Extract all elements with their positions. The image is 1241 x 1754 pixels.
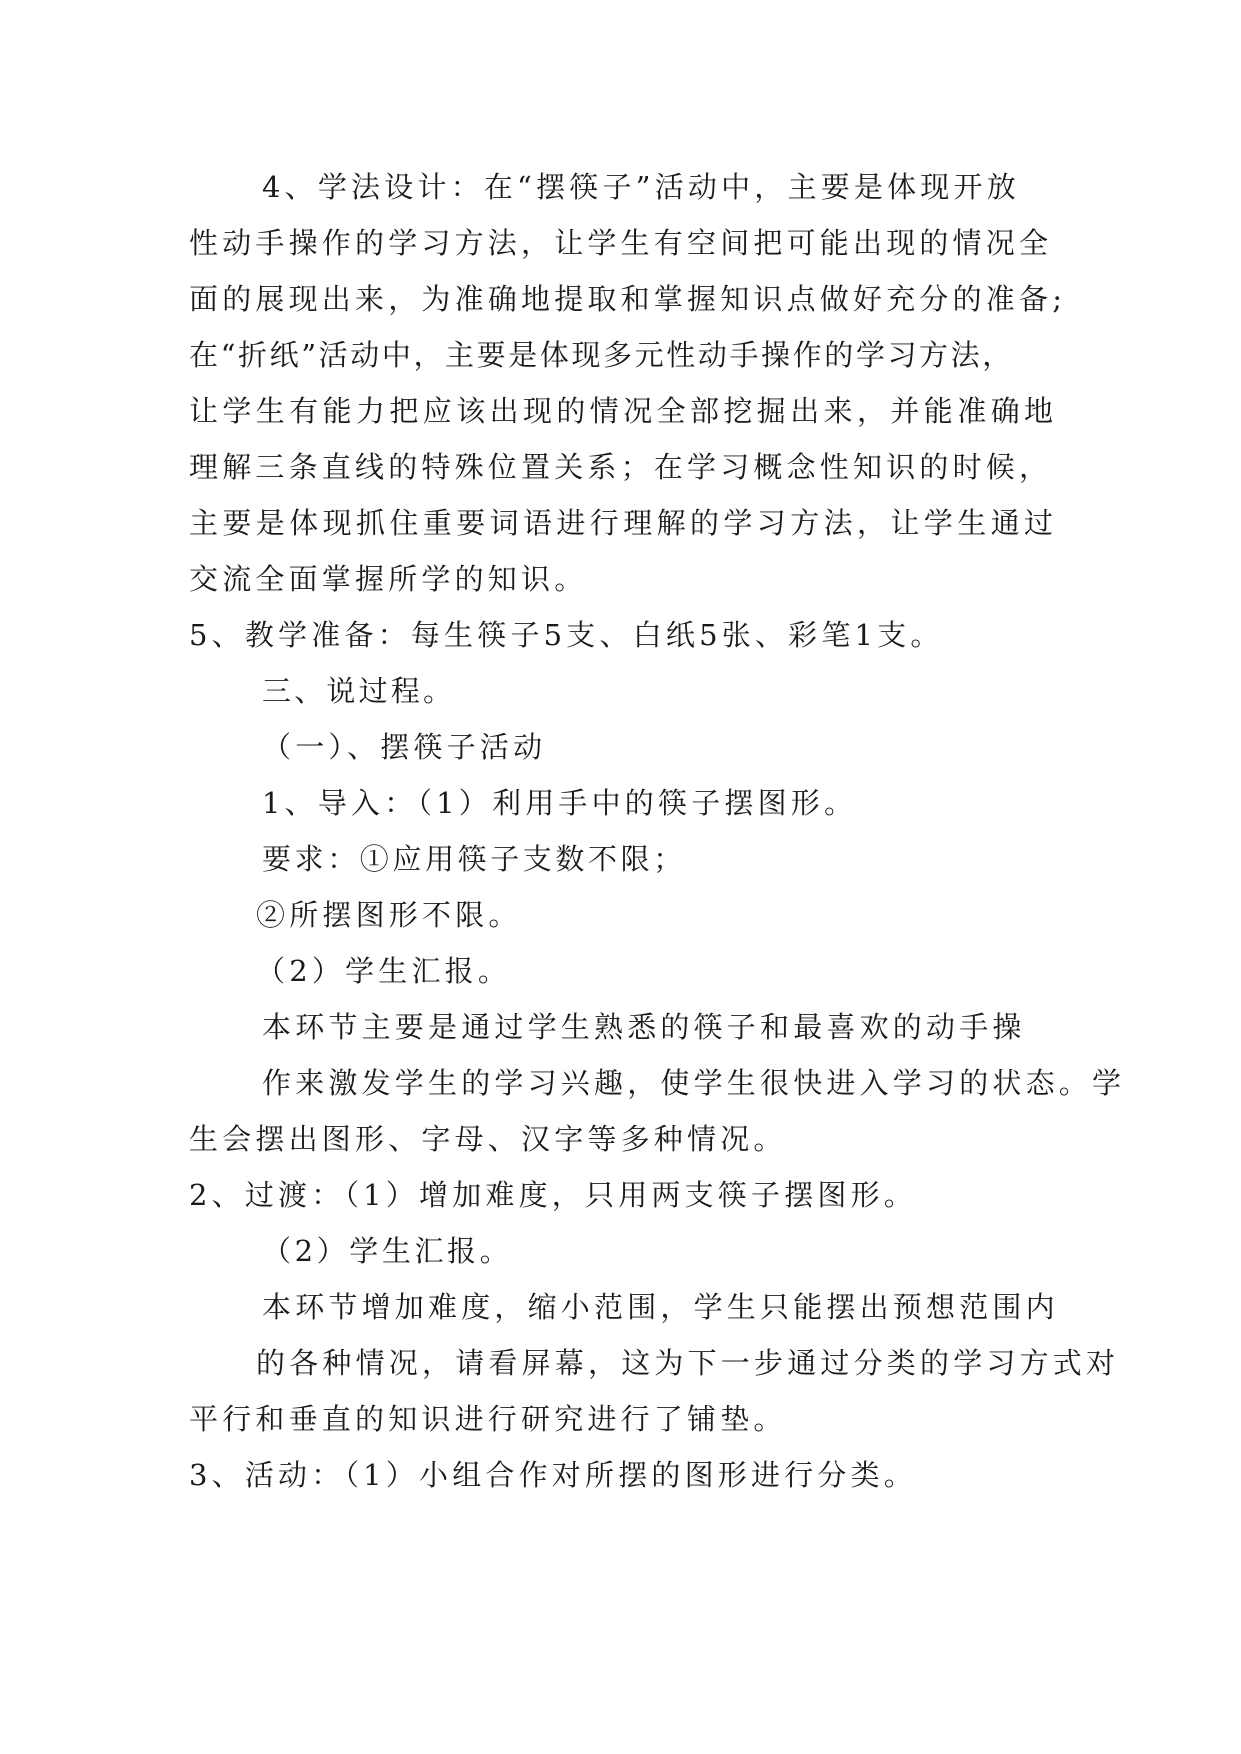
paragraph-study-method-line-8: 交流全面掌握所学的知识。 (189, 562, 588, 596)
step-transition-line: 2、过渡：（1）增加难度，只用两支筷子摆图形。 (189, 1178, 918, 1212)
paragraph-study-method-line-2: 性动手操作的学习方法，让学生有空间把可能出现的情况全 (189, 226, 1053, 260)
paragraph-study-method-line-1: 4、学法设计：在“摆筷子”活动中，主要是体现开放 (262, 170, 1020, 204)
step-introduction-line: 1、导入：（1）利用手中的筷子摆图形。 (262, 786, 858, 820)
paragraph-study-method-line-6: 理解三条直线的特殊位置关系；在学习概念性知识的时候， (189, 450, 1053, 484)
paragraph-intro-line-2: 作来激发学生的学习兴趣，使学生很快进入学习的状态。学 (262, 1066, 1126, 1100)
paragraph-transition-line-2: 的各种情况，请看屏幕，这为下一步通过分类的学习方式对 (256, 1346, 1120, 1380)
requirement-line-2: ②所摆图形不限。 (256, 898, 522, 932)
requirement-line-1: 要求：①应用筷子支数不限； (262, 842, 686, 876)
paragraph-study-method-line-7: 主要是体现抓住重要词语进行理解的学习方法，让学生通过 (189, 506, 1058, 540)
paragraph-study-method-line-5: 让学生有能力把应该出现的情况全部挖掘出来，并能准确地 (189, 394, 1058, 428)
paragraph-transition-line-1: 本环节增加难度，缩小范围，学生只能摆出预想范围内 (262, 1290, 1059, 1324)
student-report-line-2: （2）学生汇报。 (262, 1234, 513, 1268)
subsection-heading-chopsticks: （一）、摆筷子活动 (262, 730, 547, 764)
section-heading-process: 三、说过程。 (262, 674, 456, 708)
paragraph-intro-line-1: 本环节主要是通过学生熟悉的筷子和最喜欢的动手操 (262, 1010, 1026, 1044)
paragraph-study-method-line-3: 面的展现出来，为准确地提取和掌握知识点做好充分的准备; (189, 282, 1067, 316)
teaching-preparation-line: 5、教学准备：每生筷子5支、白纸5张、彩笔1支。 (189, 618, 944, 652)
step-activity-line: 3、活动：（1）小组合作对所摆的图形进行分类。 (189, 1458, 918, 1492)
paragraph-intro-line-3: 生会摆出图形、字母、汉字等多种情况。 (189, 1122, 787, 1156)
student-report-line-1: （2）学生汇报。 (256, 954, 512, 988)
paragraph-transition-line-3: 平行和垂直的知识进行研究进行了铺垫。 (189, 1402, 787, 1436)
paragraph-study-method-line-4: 在“折纸”活动中，主要是体现多元性动手操作的学习方法， (189, 338, 1014, 372)
